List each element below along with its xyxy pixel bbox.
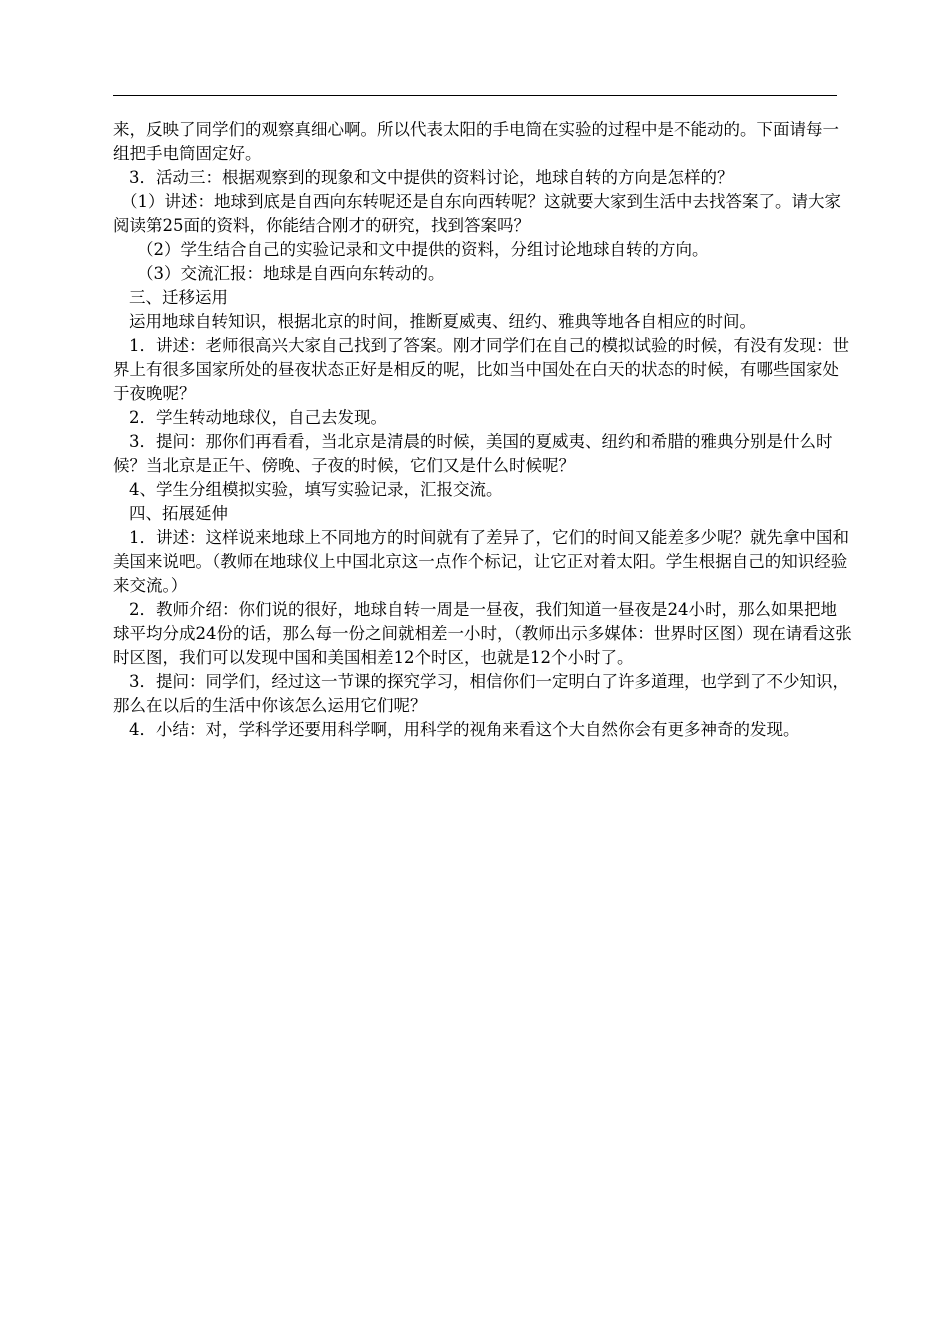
- header-rule: [113, 95, 837, 96]
- paragraph-activity-three: 3．活动三：根据观察到的现象和文中提供的资料讨论，地球自转的方向是怎样的？: [129, 168, 734, 187]
- paragraph-step-2: （2）学生结合自己的实验记录和文中提供的资料，分组讨论地球自转的方向。: [137, 240, 709, 259]
- section-heading-transfer: 三、迁移运用: [129, 288, 228, 307]
- paragraph-step-1: （1）讲述：地球到底是自西向东转呢还是自东向西转呢？这就要大家到生活中去找答案了。请大家阅读第25面的资料，你能结合刚才的研究，找到答案吗？: [113, 192, 841, 235]
- document-body: [113, 118, 853, 742]
- paragraph-transfer-intro: 运用地球自转知识，根据北京的时间，推断夏威夷、纽约、雅典等地各自相应的时间。: [129, 312, 756, 331]
- paragraph-transfer-1: 1．讲述：老师很高兴大家自己找到了答案。刚才同学们在自己的模拟试验的时候，有没有发现：世界上有很多国家所处的昼夜状态正好是相反的呢，比如当中国处在白天的状态的时候，有哪些国家处于夜晚呢？: [113, 336, 849, 403]
- paragraph-step-3: （3）交流汇报：地球是自西向东转动的。: [137, 264, 445, 283]
- paragraph-extension-2: 2．教师介绍：你们说的很好，地球自转一周是一昼夜，我们知道一昼夜是24小时，那么如果把地球平均分成24份的话，那么每一份之间就相差一小时，（教师出示多媒体：世界时区图）现在请看这张时区图，我们可以发现中国和美国相差12个时区，也就是12个小时了。: [113, 600, 852, 667]
- paragraph-transfer-2: 2．学生转动地球仪，自己去发现。: [129, 408, 387, 427]
- paragraph-continuation: 来，反映了同学们的观察真细心啊。所以代表太阳的手电筒在实验的过程中是不能动的。下面请每一组把手电筒固定好。: [113, 120, 839, 163]
- paragraph-extension-3: 3．提问：同学们，经过这一节课的探究学习，相信你们一定明白了许多道理，也学到了不少知识，那么在以后的生活中你该怎么运用它们呢？: [113, 672, 849, 715]
- section-heading-extension: 四、拓展延伸: [129, 504, 228, 523]
- paragraph-transfer-4: 4、学生分组模拟实验，填写实验记录，汇报交流。: [129, 480, 503, 499]
- paragraph-extension-1: 1．讲述：这样说来地球上不同地方的时间就有了差异了，它们的时间又能差多少呢？就先拿中国和美国来说吧。（教师在地球仪上中国北京这一点作个标记，让它正对着太阳。学生根据自己的知识经验来交流。）: [113, 528, 849, 595]
- paragraph-extension-4: 4．小结：对，学科学还要用科学啊，用科学的视角来看这个大自然你会有更多神奇的发现。: [129, 720, 800, 739]
- paragraph-transfer-3: 3．提问：那你们再看看，当北京是清晨的时候，美国的夏威夷、纽约和希腊的雅典分别是什么时候？当北京是正午、傍晚、子夜的时候，它们又是什么时候呢？: [113, 432, 833, 475]
